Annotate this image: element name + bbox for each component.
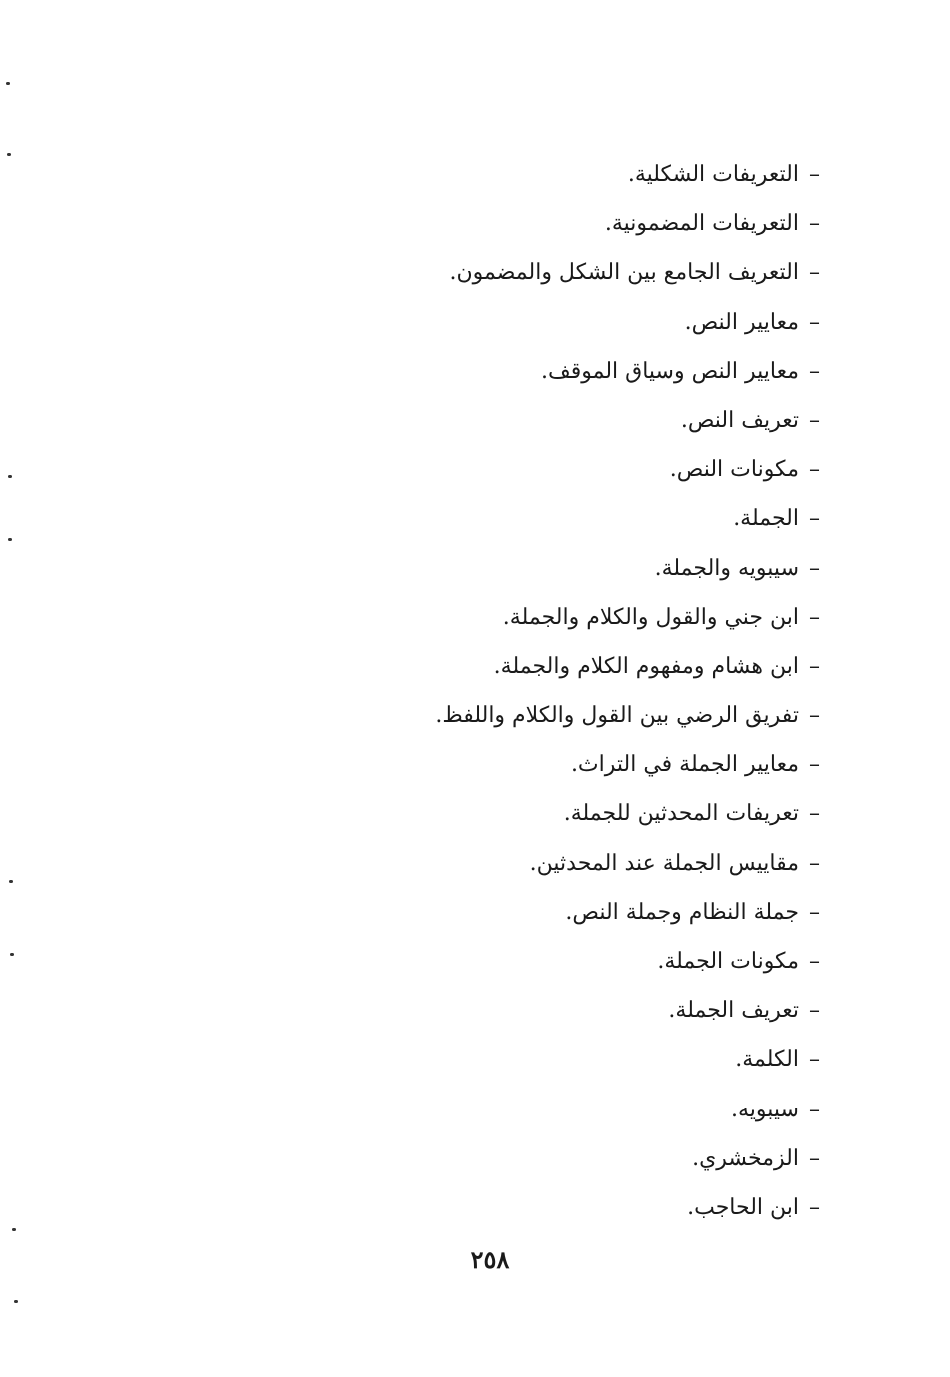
list-item [260, 1085, 820, 1134]
dash-marker: – [809, 407, 820, 433]
list-item [260, 593, 820, 642]
item-text: معايير النص وسياق الموقف. [540, 358, 799, 384]
list-item [260, 691, 820, 740]
dash-marker: – [809, 998, 820, 1024]
item-text: تعريفات المحدثين للجملة. [563, 801, 799, 827]
dash-marker: – [809, 358, 820, 384]
list-item [260, 248, 820, 297]
dash-marker: – [809, 1047, 820, 1073]
list-item [260, 789, 820, 838]
list-item [260, 445, 820, 494]
dash-marker: – [809, 899, 820, 925]
item-text: مكونات الجملة. [657, 949, 799, 974]
list-item [260, 642, 820, 691]
dash-marker: – [809, 457, 820, 483]
item-text: الكلمة. [735, 1047, 799, 1073]
item-text: جملة النظام وجملة النص. [565, 899, 799, 925]
dash-marker: – [809, 1194, 820, 1220]
list-item [260, 986, 820, 1035]
dash-marker: – [809, 260, 820, 286]
item-text: معايير النص. [684, 309, 799, 335]
scan-speck [12, 1228, 16, 1231]
list-item [260, 199, 820, 248]
item-text: التعريفات المضمونية. [604, 211, 799, 237]
dash-marker: – [809, 309, 820, 335]
scan-speck [10, 953, 14, 956]
list-item [260, 396, 820, 445]
dash-marker: – [809, 555, 820, 581]
item-text: تعريف الجملة. [668, 998, 799, 1024]
list-item [260, 1183, 820, 1232]
scan-speck [9, 880, 13, 883]
item-text: تفريق الرضي بين القول والكلام واللفظ. [435, 703, 799, 729]
dash-marker: – [809, 653, 820, 679]
item-text: التعريفات الشكلية. [627, 162, 799, 187]
page-number: ٢٥٨ [470, 1245, 510, 1274]
scan-speck [14, 1300, 18, 1303]
list-item [260, 298, 820, 347]
dash-marker: – [809, 801, 820, 827]
dash-marker: – [809, 506, 820, 532]
list-item [260, 888, 820, 937]
list-item [260, 1035, 820, 1084]
dash-marker: – [809, 1096, 820, 1122]
item-text: التعريف الجامع بين الشكل والمضمون. [449, 260, 799, 286]
scan-speck [6, 82, 10, 85]
contents-list [260, 150, 820, 1232]
dash-marker: – [809, 162, 820, 187]
item-text: سيبويه. [731, 1096, 799, 1122]
list-item [260, 937, 820, 986]
dash-marker: – [809, 703, 820, 729]
item-text: معايير الجملة في التراث. [570, 752, 799, 778]
item-text: الجملة. [733, 506, 799, 532]
dash-marker: – [809, 850, 820, 876]
list-item [260, 150, 820, 199]
item-text: الزمخشري. [692, 1145, 799, 1171]
item-text: سيبويه والجملة. [654, 555, 799, 581]
item-text: ابن جني والقول والكلام والجملة. [502, 604, 799, 630]
dash-marker: – [809, 211, 820, 237]
scan-speck [8, 475, 12, 478]
dash-marker: – [809, 752, 820, 778]
item-text: تعريف النص. [680, 407, 799, 433]
dash-marker: – [809, 1145, 820, 1171]
list-item [260, 1134, 820, 1183]
item-text: مكونات النص. [669, 457, 799, 483]
list-item [260, 494, 820, 543]
item-text: ابن الحاجب. [687, 1194, 799, 1220]
item-text: ابن هشام ومفهوم الكلام والجملة. [493, 653, 799, 679]
list-item [260, 839, 820, 888]
list-item [260, 544, 820, 593]
dash-marker: – [809, 949, 820, 974]
dash-marker: – [809, 604, 820, 630]
scan-speck [7, 153, 11, 156]
list-item [260, 740, 820, 789]
item-text: مقاييس الجملة عند المحدثين. [529, 850, 799, 876]
scan-speck [8, 538, 12, 541]
list-item [260, 347, 820, 396]
